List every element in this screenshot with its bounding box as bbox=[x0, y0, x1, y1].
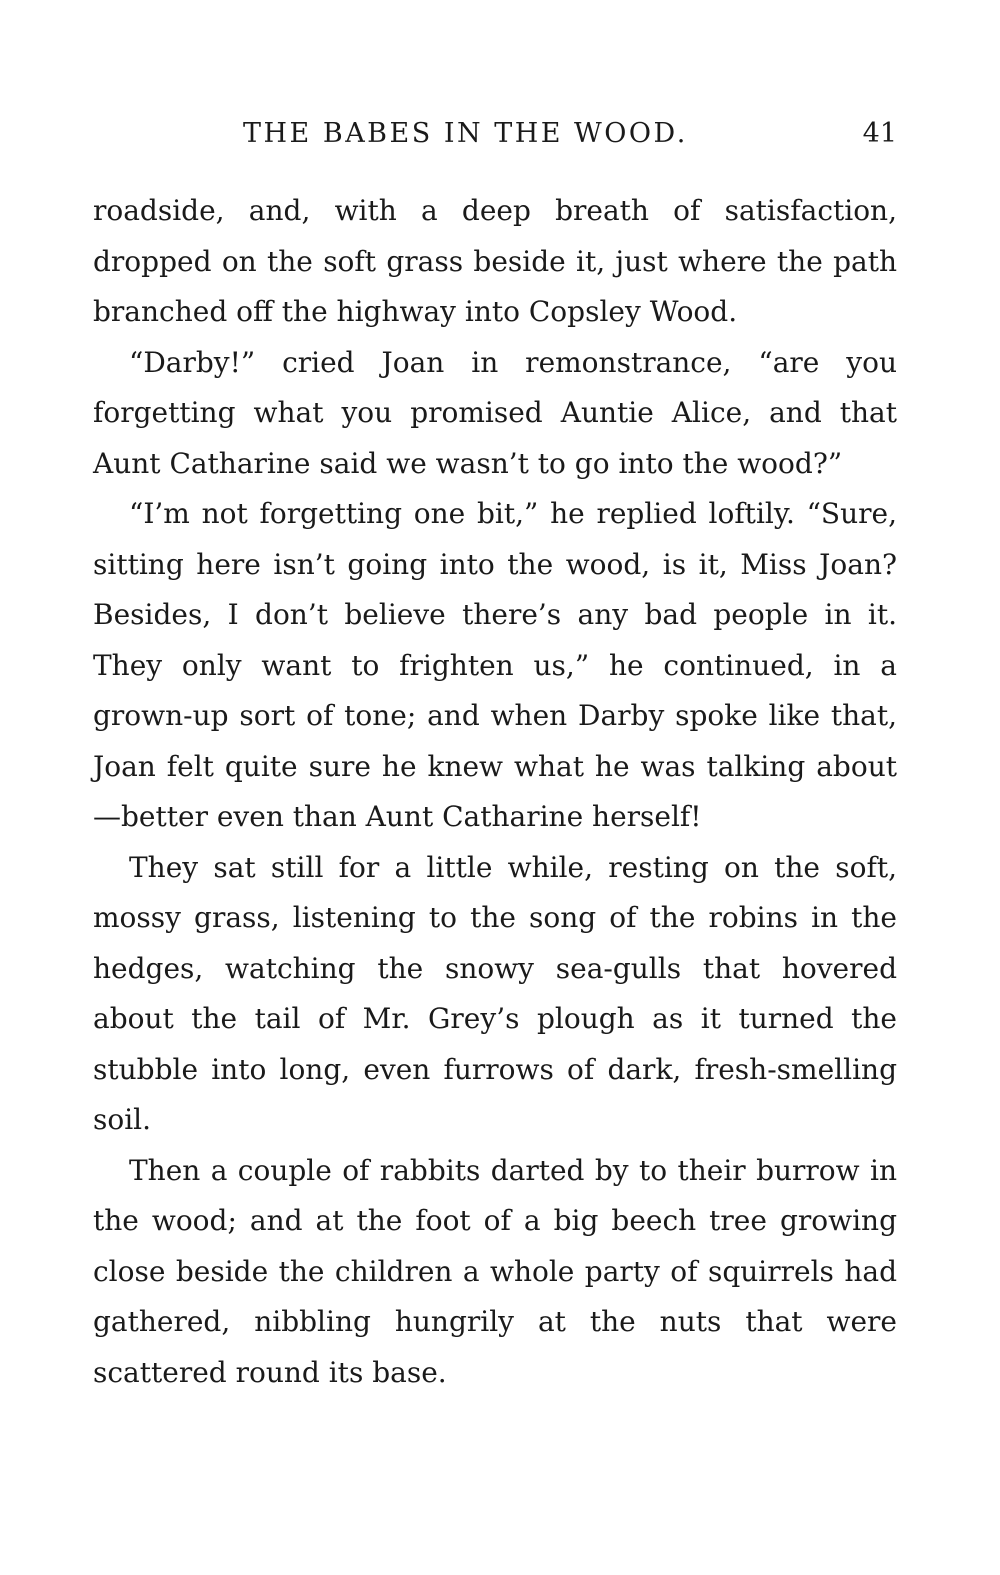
paragraph: “I’m not forgetting one bit,” he replied loftily. “Sure, sitting here isn’t going into the wood, is it, Miss Joan? Besides, I don’t believe there’s any bad people in it. They only want to frighten us,” he continued, in a grown-up sort of tone; and when Darby spoke like that, Joan felt quite sure he knew what he was talking about—better even than Aunt Catharine herself! bbox=[93, 497, 897, 833]
running-title: THE BABES IN THE WOOD. bbox=[243, 118, 688, 149]
book-page bbox=[93, 118, 897, 1398]
paragraph-continued: roadside, and, with a deep breath of satisfaction, dropped on the soft grass beside it, just where the path branched off the highway into Copsley Wood. bbox=[93, 194, 897, 328]
paragraph: Then a couple of rabbits darted by to their burrow in the wood; and at the foot of a big beech tree growing close beside the children a whole party of squirrels had gathered, nibbling hungrily at the nuts that were scattered round its base. bbox=[93, 1153, 897, 1389]
page-number: 41 bbox=[862, 118, 897, 149]
body-text bbox=[93, 186, 897, 1398]
running-head bbox=[93, 118, 897, 162]
paragraph: They sat still for a little while, resting on the soft, mossy grass, listening to the song of the robins in the hedges, watching the snowy sea-gulls that hovered about the tail of Mr. Grey’s plough as it turned the stubble into long, even furrows of dark, fresh-smelling soil. bbox=[93, 850, 897, 1136]
paragraph: “Darby!” cried Joan in remonstrance, “are you forgetting what you promised Auntie Alice, and that Aunt Catharine said we wasn’t to go into the wood?” bbox=[93, 345, 897, 480]
